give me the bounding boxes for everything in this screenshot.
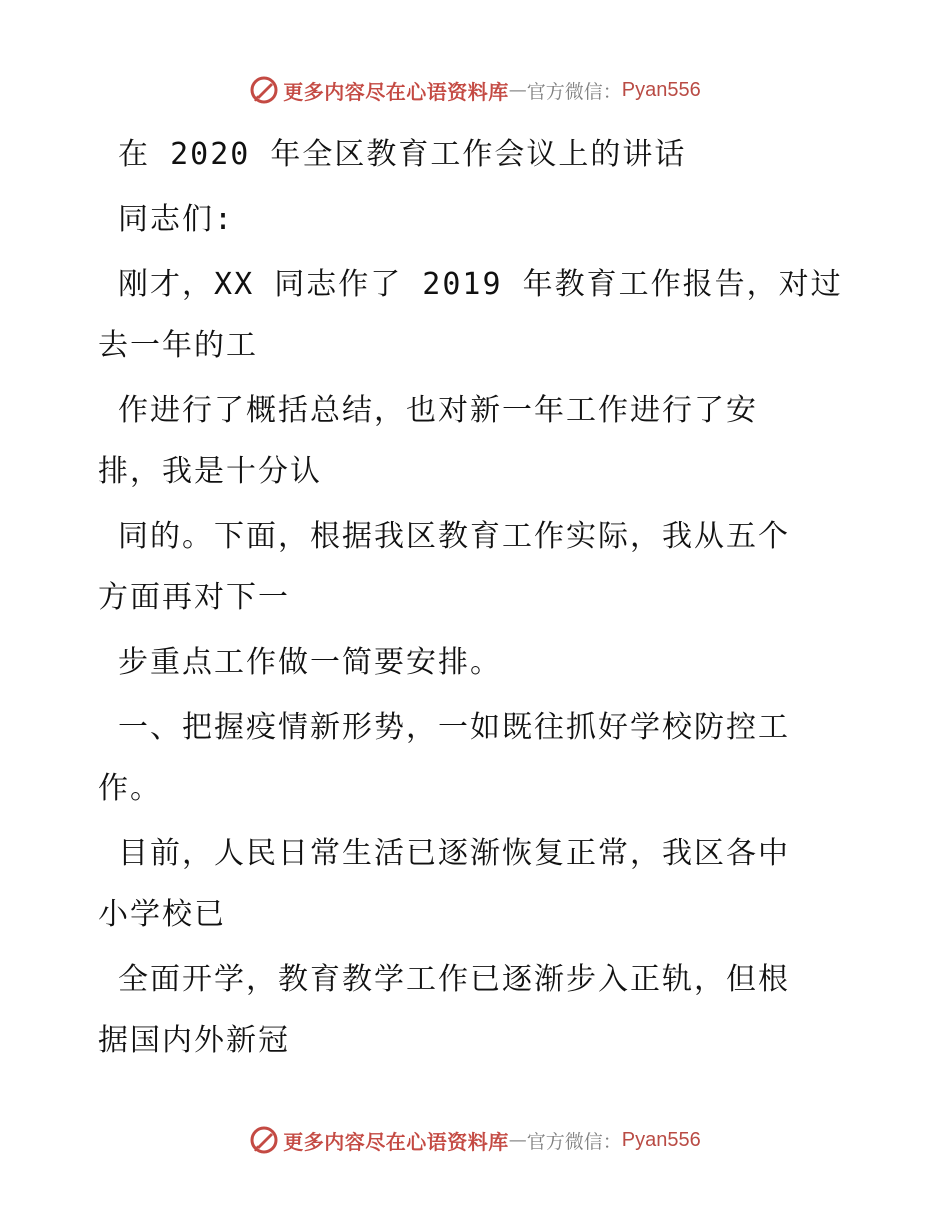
document-line: 去一年的工 — [98, 328, 258, 363]
watermark-wechat-id: Pyan556 — [621, 78, 701, 101]
watermark-main-text: 更多内容尽在心语资料库 — [283, 1129, 509, 1154]
watermark-official-label: 官方微信： — [526, 80, 622, 103]
document-line: 作进行了概括总结，也对新一年工作进行了安 — [98, 393, 759, 428]
watermark-dash: — — [508, 1129, 527, 1151]
document-line: 方面再对下一 — [98, 580, 290, 615]
document-line: 同的。下面，根据我区教育工作实际，我从五个 — [98, 519, 791, 554]
document-title: 在 2020 年全区教育工作会议上的讲话 — [98, 137, 687, 172]
feather-pen-circle-icon — [249, 75, 279, 105]
watermark-main-text: 更多内容尽在心语资料库 — [283, 79, 509, 104]
watermark-wechat-id: Pyan556 — [621, 1128, 701, 1151]
document-line: 步重点工作做一简要安排。 — [98, 645, 503, 680]
document-line: 排，我是十分认 — [98, 454, 322, 489]
document-line: 目前，人民日常生活已逐渐恢复正常，我区各中 — [98, 836, 791, 871]
watermark-header — [0, 70, 950, 110]
feather-pen-circle-icon — [249, 1125, 279, 1155]
document-line: 据国内外新冠 — [98, 1023, 290, 1058]
document-line: 一、把握疫情新形势，一如既往抓好学校防控工 — [98, 710, 791, 745]
document-line: 刚才，XX 同志作了 2019 年教育工作报告，对过 — [98, 267, 843, 302]
document-line: 小学校已 — [98, 897, 226, 932]
watermark-footer — [0, 1120, 950, 1160]
document-body — [98, 124, 858, 1071]
watermark-dash: — — [508, 79, 527, 101]
watermark-official-label: 官方微信： — [526, 1130, 622, 1153]
document-line: 全面开学，教育教学工作已逐渐步入正轨，但根 — [98, 962, 791, 997]
document-line: 同志们: — [98, 202, 235, 237]
document-line: 作。 — [98, 771, 162, 806]
